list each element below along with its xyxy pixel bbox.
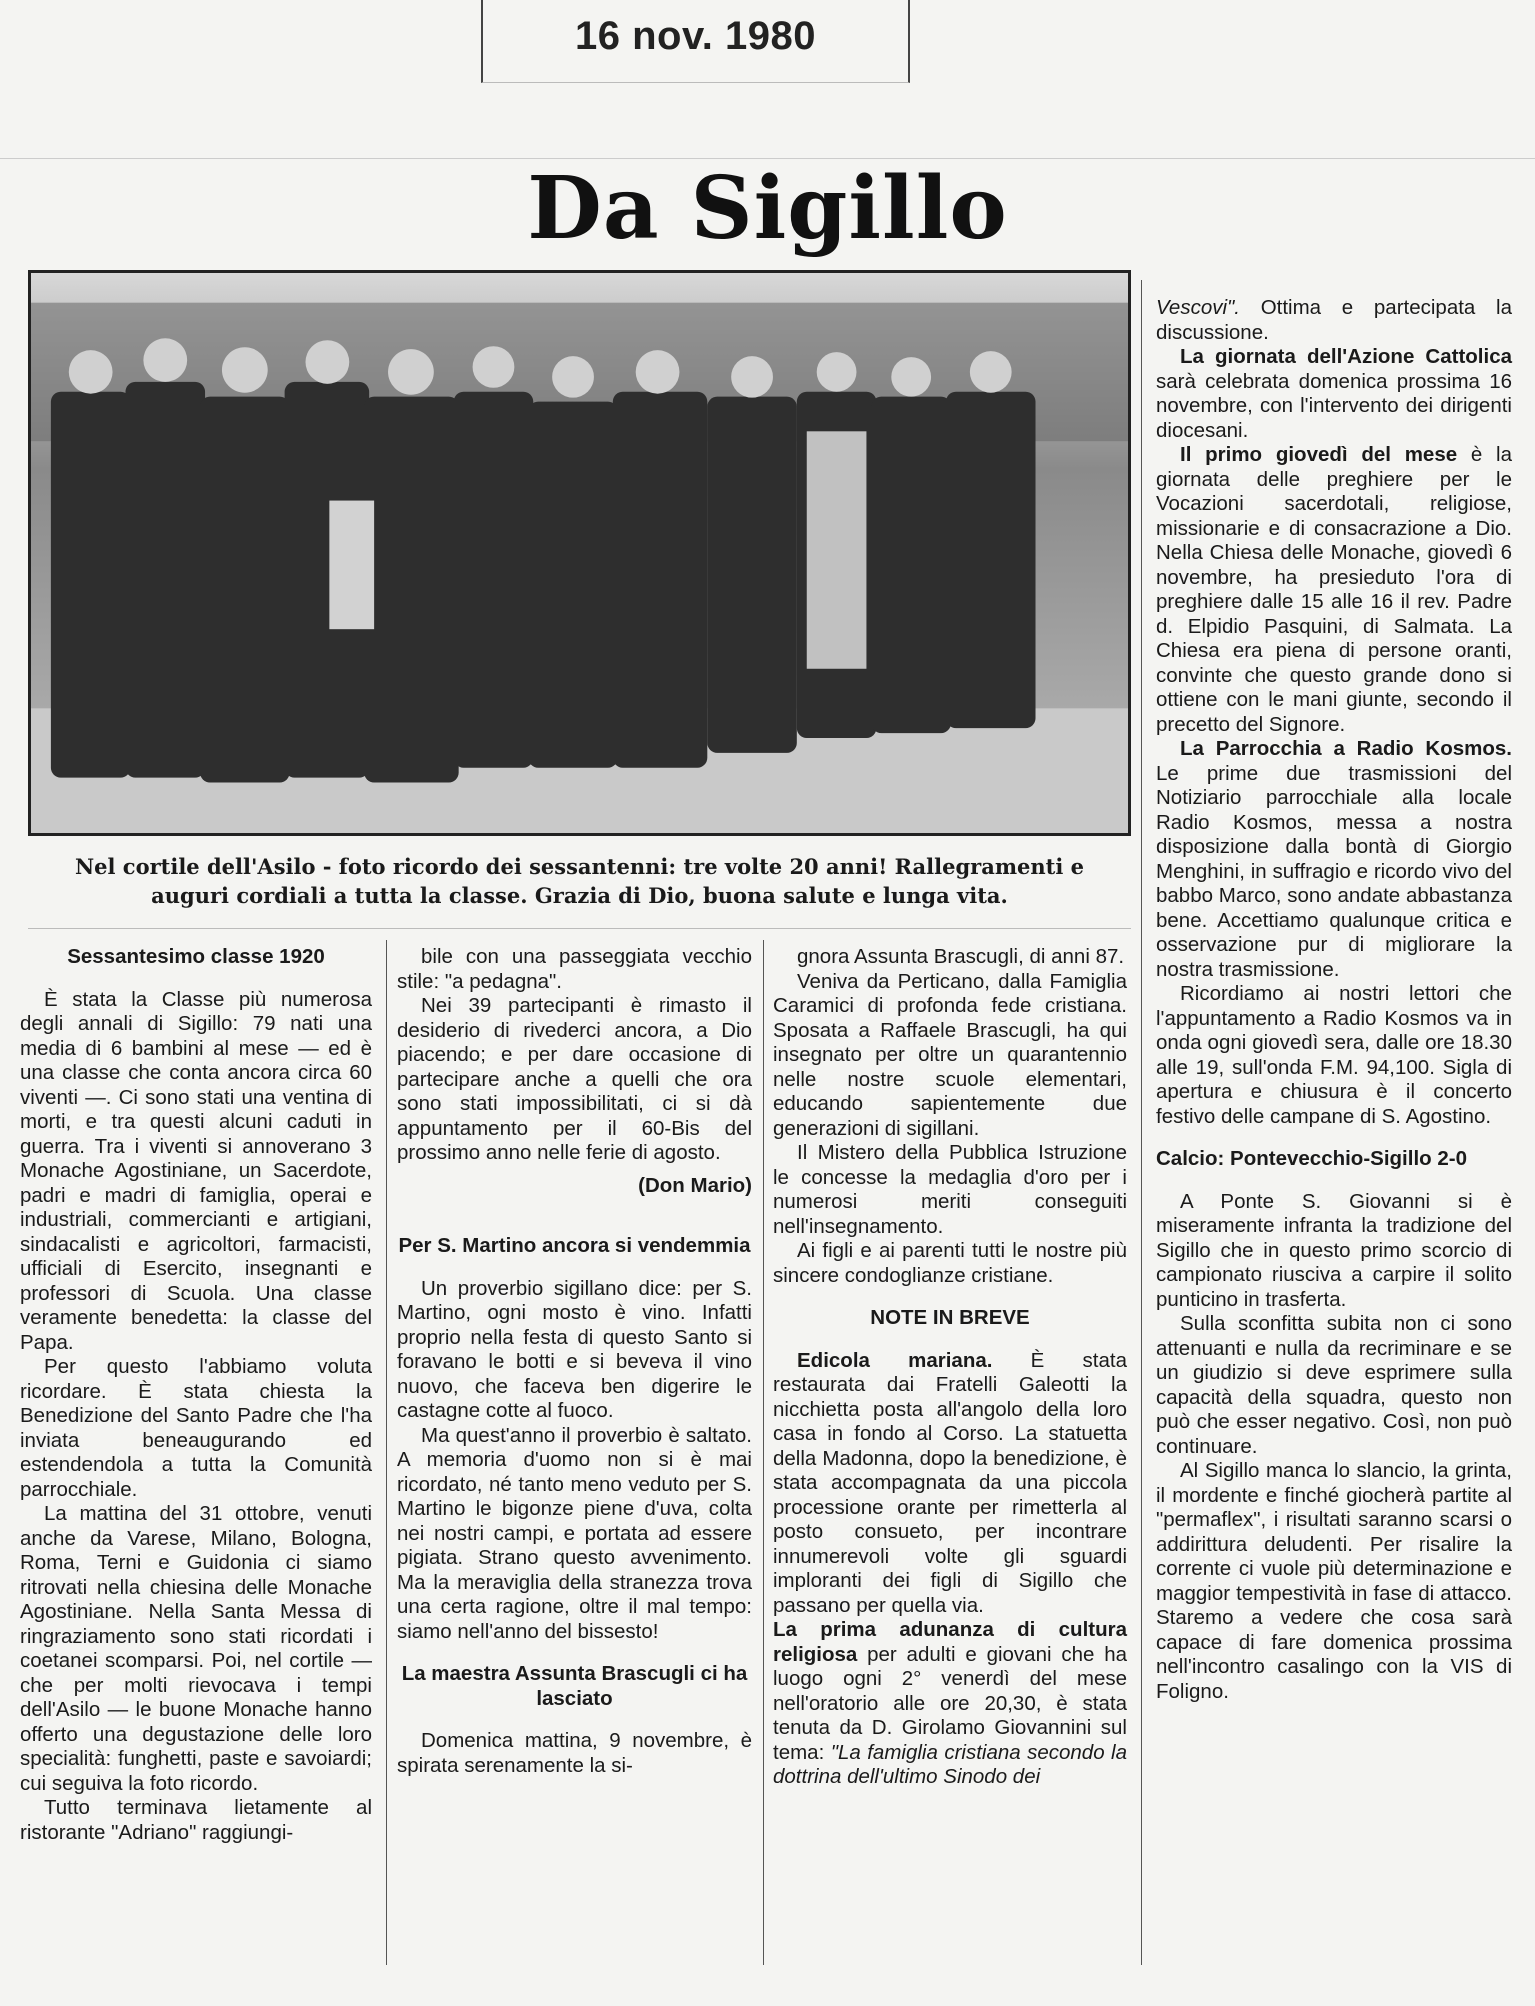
paragraph: Vescovi". Ottima e partecipata la discussione. (1156, 296, 1512, 344)
paragraph: Il Mistero della Pubblica Istruzione le concesse la medaglia d'oro per i numerosi meriti conseguiti nell'insegnamento. (773, 1141, 1127, 1238)
paragraph: Per questo l'abbiamo voluta ricordare. È stata chiesta la Benedizione del Santo Padre che l'ha inviata beneaugurando ed estendendola a tutta la Comunità parrocchiale. (20, 1355, 372, 1501)
article-heading: Per S. Martino ancora si vendemmia (398, 1234, 751, 1257)
paragraph: bile con una passeggiata vecchio stile: "a pedagna". (397, 945, 752, 993)
caption-line-2: auguri cordiali a tutta la classe. Grazia di Dio, buona salute e lunga vita. (151, 883, 1008, 908)
date-stamp-box (481, 0, 910, 83)
column-3 (773, 945, 1127, 1790)
paragraph: Domenica mattina, 9 novembre, è spirata serenamente la si- (397, 1729, 752, 1777)
paragraph: La mattina del 31 ottobre, venuti anche da Varese, Milano, Bologna, Roma, Terni e Guidonia ci siamo ritrovati nella chiesina delle Monache Agostiniane. Nella Santa Messa di ringraziamento sono stati ricordati i coetanei scomparsi. Poi, nel cortile — che per molti rievocava i tempi dell'Asilo — le buone Monache hanno offerto una degustazione delle loro specialità: funghetti, paste e savoiardi; cui seguiva la foto ricordo. (20, 1502, 372, 1795)
paragraph: La Parrocchia a Radio Kosmos. Le prime due trasmissioni del Notiziario parrocchiale alla locale Radio Kosmos, messa a nostra disposizione dalla bontà di Giorgio Menghini, in suffragio e ricordo vivo del babbo Marco, sono andate abbastanza bene. Accettiamo qualunque critica e osservazione pur di migliorare la nostra trasmissione. (1156, 737, 1512, 981)
photo-caption (28, 852, 1131, 910)
paragraph: Ricordiamo ai nostri lettori che l'appuntamento a Radio Kosmos va in onda ogni giovedì sera, dalle ore 18.30 alle 19, sull'onda F.M. 94,100. Sigla di apertura e chiusura è il concerto festivo delle campane di S. Agostino. (1156, 982, 1512, 1128)
paragraph: La prima adunanza di cultura religiosa per adulti e giovani che ha luogo ogni 2° venerdì del mese nell'oratorio alle ore 20,30, è stata tenuta da D. Girolamo Giovannini sul tema: "La famiglia cristiana secondo la dottrina dell'ultimo Sinodo dei (773, 1618, 1128, 1788)
paragraph: Nei 39 partecipanti è rimasto il desiderio di rivederci ancora, a Dio piacendo; e per dare occasione di partecipare anche a quelli che ora sono stati impossibilitati, ci si dà appuntamento per il 60-Bis del prossimo anno nelle ferie di agosto. (397, 994, 752, 1164)
column-divider-1 (386, 940, 387, 1965)
paragraph: Edicola mariana. È stata restaurata dai Fratelli Galeotti la nicchietta posta all'angolo della loro casa in fondo al Corso. La statuetta della Madonna, dopo la benedizione, è stata accompagnata da una piccola processione orante per rimetterla al posto consueto, per incontrare innumerevoli volte gli sguardi imploranti dei figli di Sigillo che passano per quella via. (773, 1348, 1127, 1617)
section-heading: NOTE IN BREVE (870, 1306, 1030, 1329)
article-sessantesimo (20, 945, 372, 1845)
lead-in: La prima adunanza di cultura religiosa (773, 1618, 1127, 1666)
column-2 (397, 945, 752, 1778)
date-stamp: 16 nov. 1980 (575, 14, 816, 58)
group-photo (28, 270, 1131, 836)
article-heading: Calcio: Pontevecchio-Sigillo 2-0 (1156, 1147, 1467, 1170)
article-heading: Sessantesimo classe 1920 (67, 945, 325, 968)
paragraph: A Ponte S. Giovanni si è miseramente infranta la tradizione del Sigillo che in questo primo scorcio di campionato riusciva a carpire il solito punticino in trasferta. (1156, 1189, 1512, 1311)
paragraph: gnora Assunta Brascugli, di anni 87. (797, 945, 1125, 968)
article-signature: (Don Mario) (638, 1173, 752, 1197)
column-divider-2 (763, 940, 764, 1965)
group-photo-illustration (31, 273, 1128, 833)
paragraph: Veniva da Perticano, dalla Famiglia Caramici di profonda fede cristiana. Sposata a Raffaele Brascugli, ha qui insegnato per oltre un quarantennio nelle nostre scuole elementari, educando sapientemente due generazioni di sigillani. (773, 969, 1127, 1140)
lead-in: Edicola mariana. (797, 1348, 993, 1372)
article-heading: La maestra Assunta Brascugli ci ha lasciato (401, 1662, 748, 1710)
paragraph: La giornata dell'Azione Cattolica sarà celebrata domenica prossima 16 novembre, con l'intervento dei dirigenti diocesani. (1156, 345, 1512, 442)
column-4 (1156, 296, 1512, 1704)
paragraph: Tutto terminava lietamente al ristorante "Adriano" raggiungi- (20, 1796, 372, 1844)
caption-line-1: Nel cortile dell'Asilo - foto ricordo dei sessantenni: tre volte 20 anni! Rallegramenti e (74, 854, 1085, 879)
lead-in: La Parrocchia a Radio Kosmos. (1180, 737, 1512, 760)
paragraph: È stata la Classe più numerosa degli annali di Sigillo: 79 nati una media di 6 bambini al mese — ed è una classe che conta ancora circa 60 viventi —. Ci sono stati una ventina di morti, e tra questi alcuni caduti in guerra. Tra i viventi si annoverano 3 Monache Agostiniane, un Sacerdote, padri e madri di famiglia, operai e industriali, commercianti e artigiani, sindacalisti e agricoltori, farmacisti, ufficiali di Esercito, insegnanti e professori di Scuola. Una classe veramente benedetta: la classe del Papa. (20, 987, 372, 1354)
column-divider-3 (1141, 280, 1142, 1965)
caption-rule (28, 928, 1131, 929)
masthead-title: Da Sigillo (527, 158, 1008, 259)
lead-in: La giornata dell'Azione Cattolica (1180, 345, 1512, 368)
paragraph: Al Sigillo manca lo slancio, la grinta, il mordente e finché giocherà partite al "permaflex", i risultati saranno scarsi o addirittura deludenti. Per risalire la corrente ci vuole più determinazione e maggior tempestività in fase di attacco. Staremo a vedere che cosa sarà capace di fare domenica prossima nell'incontro casalingo con la VIS di Foligno. (1156, 1459, 1512, 1703)
paragraph: Ma quest'anno il proverbio è saltato. A memoria d'uomo non si è mai ricordato, né tanto meno veduto per S. Martino le bigonze piene d'uva, colta nei nostri campi, e portata ad essere pigiata. Strano questo avvenimento. Ma la meraviglia della stranezza trova una certa ragione, oltre il mal tempo: siamo nell'anno del bissesto! (397, 1423, 752, 1643)
paragraph: Un proverbio sigillano dice: per S. Martino, ogni mosto è vino. Infatti proprio nella festa di questo Santo si foravano le botti e si beveva il vino nuovo, che faceva ben digerire le castagne cotte al fuoco. (397, 1276, 752, 1422)
paragraph: Ai figli e ai parenti tutti le nostre più sincere condoglianze cristiane. (773, 1239, 1127, 1287)
lead-in: Il primo giovedì del mese (1180, 443, 1458, 466)
paragraph: Il primo giovedì del mese è la giornata delle preghiere per le Vocazioni sacerdotali, religiose, missionarie e di consacrazione a Dio. Nella Chiesa delle Monache, giovedì 6 novembre, ha presieduto l'ora di preghiere dalle 15 alle 16 il rev. Padre d. Elpidio Pasquini, di Salmata. La Chiesa era piena di persone oranti, convinte che questo grande dono si ottiene con le mani giunte, secondo il precetto del Signore. (1156, 443, 1512, 736)
paragraph: Sulla sconfitta subita non ci sono attenuanti e nulla da recriminare e se un giudizio si deve esprimere sulla capacità della squadra, questo non può che esser negativo. Così, non può continuare. (1156, 1312, 1512, 1458)
